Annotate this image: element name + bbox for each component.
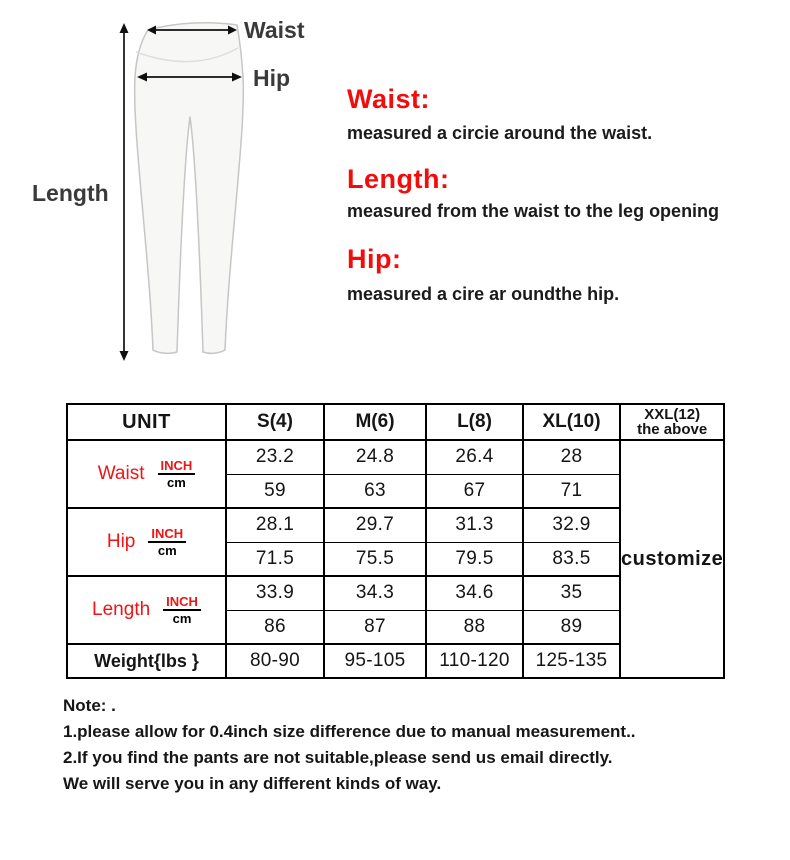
weight-row-label: Weight{lbs }	[67, 644, 226, 678]
length-row-label-cell	[67, 576, 226, 644]
table-cell: 67	[426, 474, 523, 508]
table-cell: 88	[426, 610, 523, 644]
size-chart-table	[66, 403, 725, 679]
table-cell: 110-120	[426, 644, 523, 678]
waist-definition-desc: measured a circie around the waist.	[347, 123, 653, 143]
leggings-measurement-diagram	[15, 5, 355, 400]
waist-diagram-label: Waist	[244, 17, 305, 43]
waist-row-label: Waist	[97, 463, 145, 484]
col-header-m: M(6)	[324, 404, 426, 440]
table-cell: 35	[523, 576, 620, 610]
col-header-l: L(8)	[426, 404, 523, 440]
waist-definition-term: Waist:	[347, 84, 430, 114]
table-cell: 59	[226, 474, 324, 508]
table-cell: 75.5	[324, 542, 426, 576]
col-header-xl: XL(10)	[523, 404, 620, 440]
xxl-header-line2: the above	[637, 421, 708, 438]
inch-cm-fraction: $\frac{\text{INCH}}{cm}$	[163, 594, 201, 627]
table-cell: 71.5	[226, 542, 324, 576]
inch-cm-fraction: $\frac{\text{INCH}}{cm}$	[148, 526, 186, 559]
table-cell: 79.5	[426, 542, 523, 576]
note-line-1: 1.please allow for 0.4inch size difference due to manual measurement..	[63, 722, 636, 741]
length-definition-term: Length:	[347, 164, 450, 194]
note-title: Note: .	[63, 696, 116, 715]
hip-row-label-cell	[67, 508, 226, 576]
table-cell: 80-90	[226, 644, 324, 678]
table-cell: 28.1	[226, 508, 324, 542]
table-cell: 23.2	[226, 440, 324, 474]
inch-cm-fraction: $\frac{\text{INCH}}{cm}$	[158, 458, 196, 491]
table-cell: 87	[324, 610, 426, 644]
hip-definition-desc: measured a cire ar oundthe hip.	[347, 284, 620, 304]
table-cell: 32.9	[523, 508, 620, 542]
col-header-unit: UNIT	[67, 404, 226, 440]
col-header-xxl	[620, 404, 724, 440]
length-diagram-label: Length	[32, 180, 109, 206]
customize-cell: customize	[620, 440, 724, 678]
note-line-2: 2.If you find the pants are not suitable,please send us email directly.	[63, 748, 613, 767]
table-cell: 33.9	[226, 576, 324, 610]
leggings-outline	[135, 23, 244, 354]
length-definition-desc: measured from the waist to the leg opening	[347, 201, 720, 221]
hip-diagram-label: Hip	[253, 65, 291, 91]
table-cell: 125-135	[523, 644, 620, 678]
hip-definition-term: Hip:	[347, 244, 402, 274]
note-block	[63, 693, 636, 797]
table-cell: 29.7	[324, 508, 426, 542]
table-cell: 26.4	[426, 440, 523, 474]
table-cell: 95-105	[324, 644, 426, 678]
table-cell: 34.6	[426, 576, 523, 610]
hip-row-label: Hip	[106, 531, 136, 552]
table-cell: 89	[523, 610, 620, 644]
table-cell: 63	[324, 474, 426, 508]
table-cell: 71	[523, 474, 620, 508]
waist-inch-row	[67, 440, 724, 474]
waist-row-label-cell	[67, 440, 226, 508]
length-arrow	[120, 23, 129, 361]
table-cell: 24.8	[324, 440, 426, 474]
table-header-row	[67, 404, 724, 440]
length-row-label: Length	[92, 599, 151, 620]
table-cell: 28	[523, 440, 620, 474]
table-cell: 31.3	[426, 508, 523, 542]
xxl-header-line1: XXL(12)	[644, 406, 701, 423]
table-cell: 83.5	[523, 542, 620, 576]
table-cell: 34.3	[324, 576, 426, 610]
col-header-s: S(4)	[226, 404, 324, 440]
table-cell: 86	[226, 610, 324, 644]
note-line-3: We will serve you in any different kinds of way.	[63, 774, 442, 793]
